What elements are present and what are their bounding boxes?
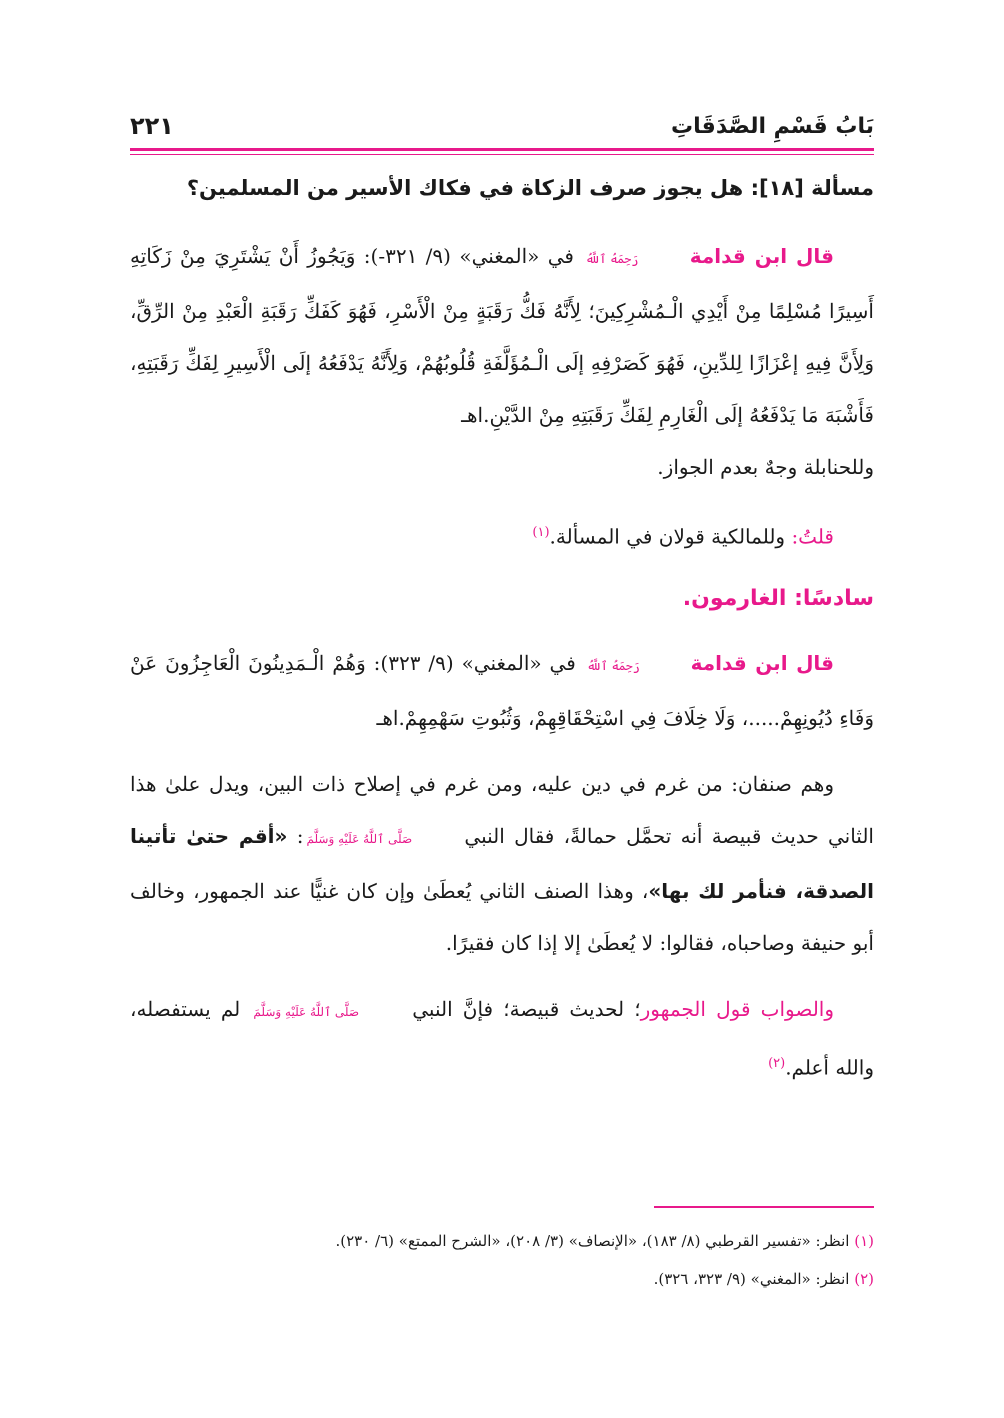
citation-source: في «المغني» (٩/ ٣٢١-): xyxy=(363,244,574,268)
paragraph-ibn-qudama-1 xyxy=(130,230,874,493)
honorific-mark: رَحِمَهُ ٱللَّهُ xyxy=(586,658,640,673)
footnote-number: (٢) xyxy=(854,1270,874,1288)
conclusion-lead: والصواب قول الجمهور xyxy=(640,996,835,1021)
question-text: هل يجوز صرف الزكاة في فكاك الأسير من المسلمين؟ xyxy=(186,176,744,200)
page-body xyxy=(130,168,874,1107)
footnote-ref-1[interactable]: (١) xyxy=(532,525,550,540)
paragraph-two-types: وهم صنفان: من غرم في دين عليه، ومن غرم في إصلاح ذات البين، ويدل علىٰ هذا الثاني حديث قبيصة أنه تحمَّل حمالةً، فقال النبي صَلَّى ٱللَّهُ عَلَيْهِ وَسَلَّمَ: «أقم حتىٰ تأتينا الصدقة، فنأمر لك بها»، وهذا الصنف الثاني يُعطَىٰ وإن كان غنيًّا عند الجمهور، وخالف أبو حنيفة وصاحباه، فقالوا: لا يُعطَىٰ إلا إذا كان فقيرًا. xyxy=(130,771,874,955)
header-rule-thick xyxy=(130,148,874,151)
qultu-text: وللمالكية قولان في المسألة. xyxy=(549,524,786,549)
section-heading: سادسًا: الغارمون. xyxy=(682,585,874,611)
paragraph-qultu xyxy=(130,507,874,563)
paragraph-ibn-qudama-2 xyxy=(130,637,874,744)
body-text: لم يستفصله، والله أعلم. xyxy=(130,996,874,1080)
paragraph-tail: وللحنابلة وجهٌ بعدم الجواز. xyxy=(657,455,874,479)
honorific-mark: صَلَّى ٱللَّهُ عَلَيْهِ وَسَلَّمَ xyxy=(306,831,413,846)
footnotes xyxy=(130,1222,874,1298)
body-text: ، وهذا الصنف الثاني يُعطَىٰ وإن كان غنيًّا عند الجمهور، وخالف أبو حنيفة وصاحباه، فقالوا: لا يُعطَىٰ إلا إذا كان فقيرًا. xyxy=(130,878,874,955)
qultu-lead: قلتُ: xyxy=(791,524,834,549)
question-label: مسألة [١٨]: xyxy=(750,176,874,200)
citation-source: في «المغني» (٩/ ٣٢٣): xyxy=(373,650,576,675)
honorific-mark: صَلَّى ٱللَّهُ عَلَيْهِ وَسَلَّمَ xyxy=(253,1004,360,1019)
header-rule-thin xyxy=(130,154,874,155)
footnote-text: انظر: «المغني» (٩/ ٣٢٣، ٣٢٦). xyxy=(653,1270,850,1288)
body-text: وهم صنفان: من غرم في دين عليه، ومن غرم في إصلاح ذات البين، ويدل علىٰ هذا الثاني حديث قبيصة أنه تحمَّل حمالةً، فقال النبي xyxy=(130,771,874,848)
footnote-number: (١) xyxy=(854,1232,874,1250)
paragraph-conclusion xyxy=(130,983,874,1094)
speaker-name: قال ابن قدامة xyxy=(690,650,835,675)
quoted-text: وَهُمْ الْـمَدِينُونَ الْعَاجِزُونَ عَنْ وَفَاءِ دُيُونِهِمْ.....، وَلَا خِلَافَ فِي اسْتِحْقَاقِهِمْ، وَثُبُوتِ سَهْمِهِمْ.اهـ xyxy=(130,650,874,730)
hadith-quote: «أقم حتىٰ تأتينا الصدقة، فنأمر لك بها» xyxy=(130,823,874,903)
question-heading xyxy=(130,168,874,208)
page-number: ٢٢١ xyxy=(130,112,174,140)
footnote-ref-2[interactable]: (٢) xyxy=(768,1055,786,1071)
honorific-mark: رَحِمَهُ ٱللَّهُ xyxy=(585,252,639,266)
footnote-separator xyxy=(654,1206,874,1208)
body-text: ؛ لحديث قبيصة؛ فإنَّ النبي xyxy=(412,996,641,1021)
footnote-text: انظر: «تفسير القرطبي (٨/ ١٨٣)، «الإنصاف» (٣/ ٢٠٨)، «الشرح الممتع» (٦/ ٢٣٠). xyxy=(335,1232,850,1250)
footnote-item xyxy=(130,1260,874,1298)
footnote-item xyxy=(130,1222,874,1260)
quoted-text: وَيَجُوزُ أَنْ يَشْتَرِيَ مِنْ زَكَاتِهِ أَسِيرًا مُسْلِمًا مِنْ أَيْدِي الْـمُشْرِكِينَ؛ لِأَنَّهُ فَكُّ رَقَبَةٍ مِنْ الْأَسْرِ، فَهُوَ كَفَكِّ رَقَبَةِ الْعَبْدِ مِنْ الرِّقِّ، وَلِأَنَّ فِيهِ إعْزَازًا لِلدِّينِ، فَهُوَ كَصَرْفِهِ إلَى الْـمُؤَلَّفَةِ قُلُوبُهُمْ، وَلِأَنَّهُ يَدْفَعُهُ إلَى الْأَسِيرِ لِفَكِّ رَقَبَتِهِ، فَأَشْبَهَ مَا يَدْفَعُهُ إلَى الْغَارِمِ لِفَكِّ رَقَبَتِهِ مِنْ الدَّيْنِ.اهـ xyxy=(130,244,874,427)
chapter-title: بَابُ قَسْمِ الصَّدَقَاتِ xyxy=(671,114,874,139)
speaker-name: قال ابن قدامة xyxy=(689,244,834,268)
